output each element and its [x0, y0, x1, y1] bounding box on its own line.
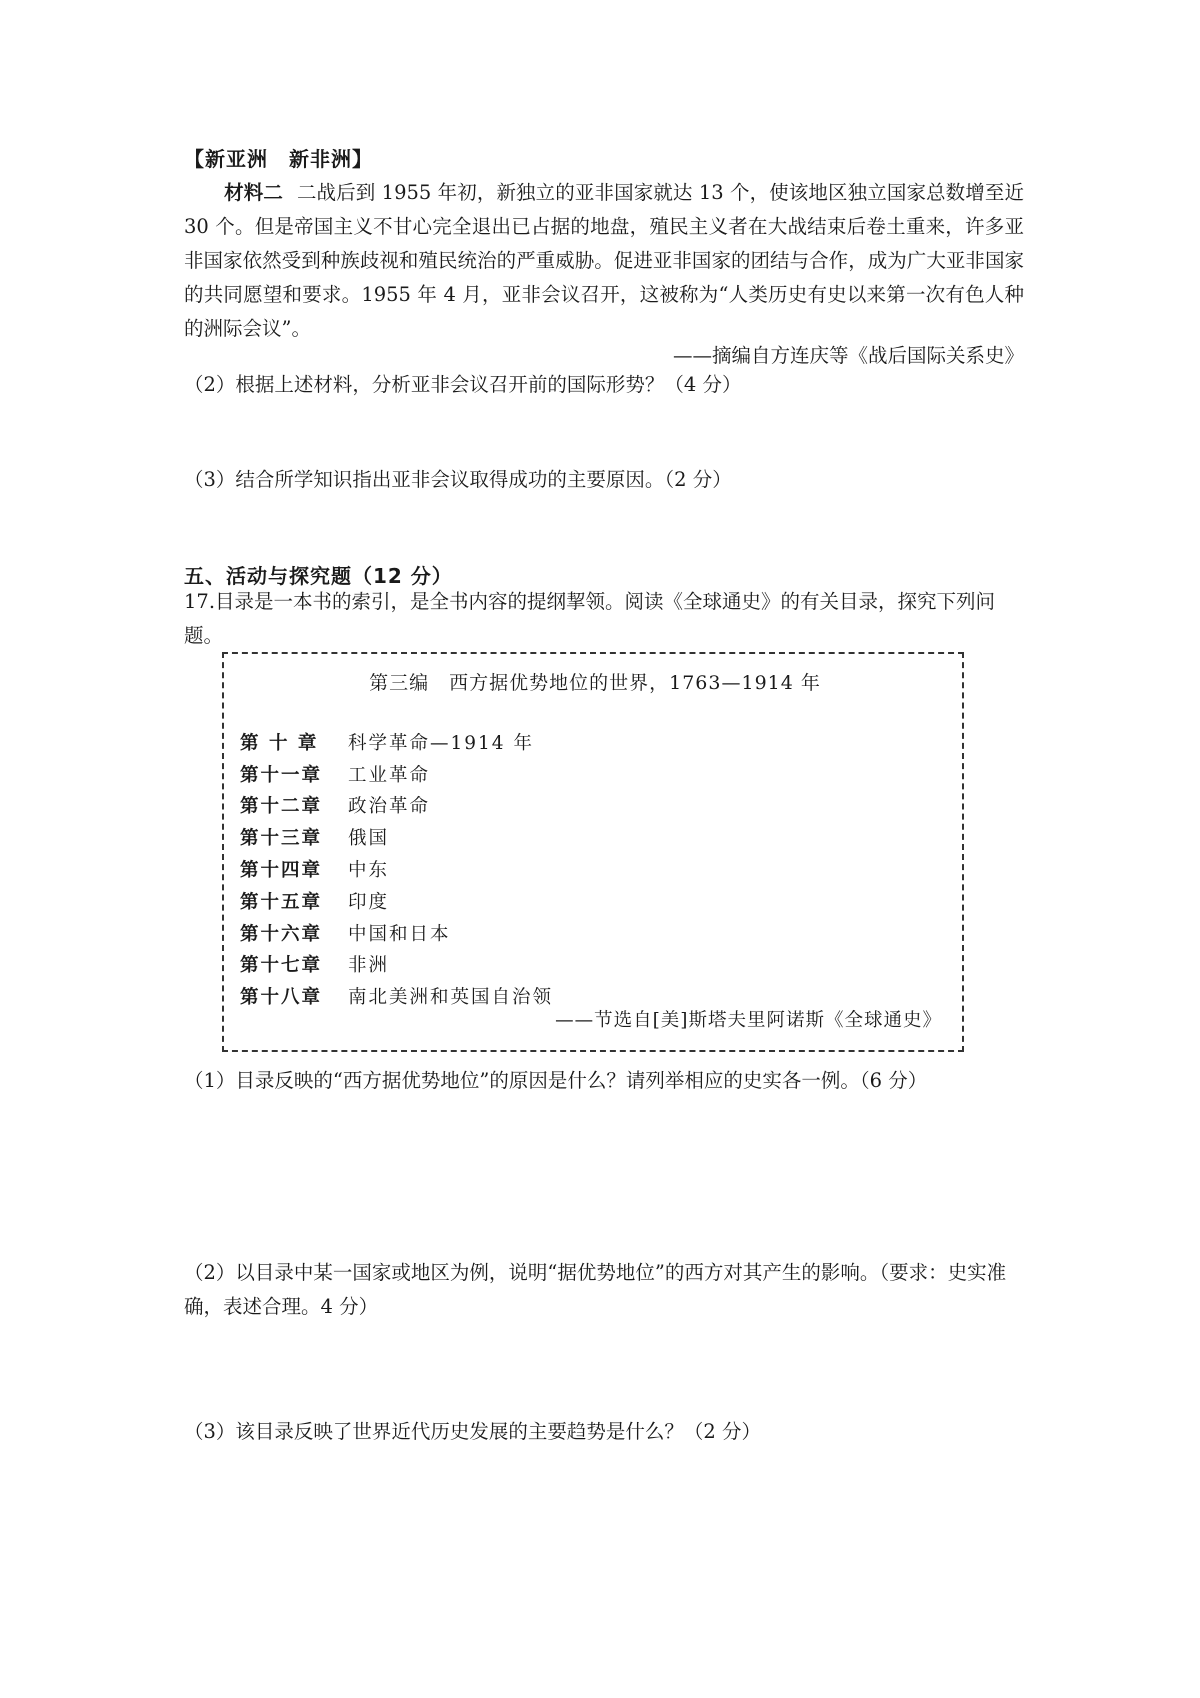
- toc-chapter: [240, 853, 553, 885]
- section-heading-new-asia-africa: 【新亚洲 新非洲】: [184, 147, 373, 171]
- toc-chapter: [240, 821, 553, 853]
- chapter-number: 第十七章: [240, 955, 323, 977]
- toc-chapter: [240, 790, 553, 822]
- chapter-number: 第十八章: [240, 987, 323, 1009]
- chapter-name: 印度: [348, 891, 390, 913]
- question-3-success-reasons: （3）结合所学知识指出亚非会议取得成功的主要原因。（2 分）: [184, 468, 732, 491]
- chapter-name: 非洲: [348, 955, 390, 977]
- chapter-name: 工业革命: [348, 764, 431, 786]
- chapter-name: 南北美洲和英国自治领: [348, 987, 554, 1009]
- toc-chapter: [240, 885, 553, 917]
- question-2-international-situation: （2）根据上述材料，分析亚非会议召开前的国际形势？（4 分）: [184, 373, 742, 396]
- chapter-number: 第十五章: [240, 891, 323, 913]
- chapter-name: 政治革命: [348, 796, 431, 818]
- chapter-number: 第 十 章: [240, 732, 319, 754]
- toc-chapter: [240, 917, 553, 949]
- material-two-paragraph: [184, 176, 1024, 346]
- question-17-1: （1）目录反映的“西方据优势地位”的原因是什么？请列举相应的史实各一例。（6 分）: [184, 1069, 928, 1092]
- question-17-3: （3）该目录反映了世界近代历史发展的主要趋势是什么？（2 分）: [184, 1420, 762, 1443]
- toc-chapter: [240, 758, 553, 790]
- toc-title: 第三编 西方据优势地位的世界，1763—1914 年: [369, 672, 821, 694]
- chapter-number: 第十六章: [240, 923, 323, 945]
- toc-source: ——节选自[美]斯塔夫里阿诺斯《全球通史》: [555, 1010, 942, 1031]
- chapter-number: 第十一章: [240, 764, 323, 786]
- question-17-2: （2）以目录中某一国家或地区为例，说明“据优势地位”的西方对其产生的影响。（要求：史实准确，表述合理。4 分）: [184, 1261, 1007, 1318]
- chapter-number: 第十三章: [240, 828, 323, 850]
- chapter-name: 中国和日本: [348, 923, 451, 945]
- toc-chapter: [240, 726, 553, 758]
- material-source: ——摘编自方连庆等《战后国际关系史》: [672, 344, 1024, 367]
- chapter-name: 科学革命—1914 年: [348, 732, 534, 754]
- toc-chapter: [240, 949, 553, 981]
- chapter-number: 第十二章: [240, 796, 323, 818]
- chapter-name: 中东: [348, 860, 390, 882]
- toc-chapter: [240, 980, 553, 1012]
- material-label: 材料二: [224, 181, 283, 204]
- question-17-intro: 17.目录是一本书的索引，是全书内容的提纲挈领。阅读《全球通史》的有关目录，探究下列问题。: [184, 590, 996, 647]
- toc-chapter-list: [240, 726, 553, 1012]
- chapter-name: 俄国: [348, 828, 390, 850]
- material-text: 二战后到 1955 年初，新独立的亚非国家就达 13 个，使该地区独立国家总数增至近 30 个。但是帝国主义不甘心完全退出已占据的地盘，殖民主义者在大战结束后卷土重来，许多亚非国家依然受到种族歧视和殖民统治的严重威胁。促进亚非国家的团结与合作，成为广大亚非国家的共同愿望和要求。1955 年 4 月，亚非会议召开，这被称为“人类历史有史以来第一次有色人种的洲际会议”。: [184, 181, 1024, 340]
- chapter-number: 第十四章: [240, 860, 323, 882]
- table-of-contents-box: [222, 652, 964, 1052]
- section-heading-activity: 五、活动与探究题（12 分）: [184, 564, 453, 588]
